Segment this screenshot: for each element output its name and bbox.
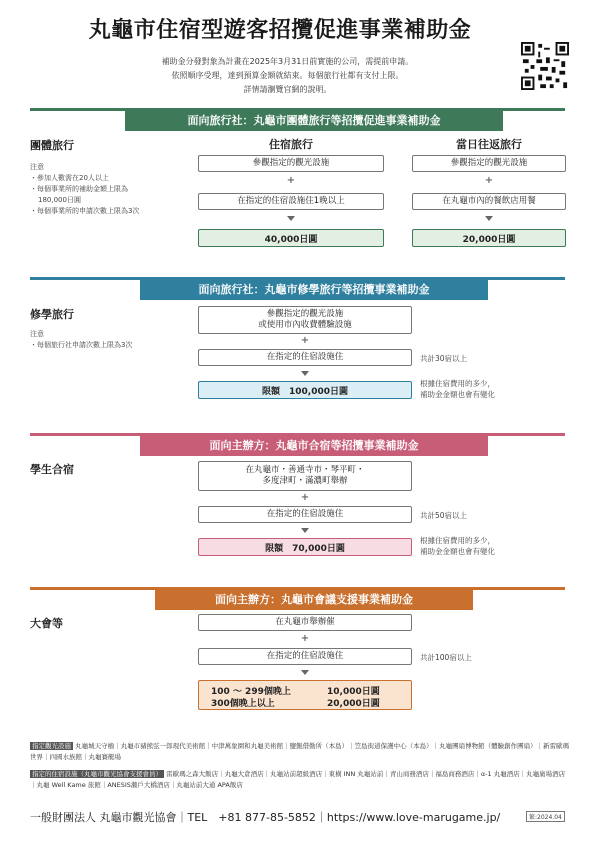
intro-line: 依照順序受理，達到預算金額就結束。每個旅行社都有支付上限。	[171, 71, 404, 80]
hotel-text: 雷歐瑪之森大飯店｜丸龜大倉酒店｜丸龜站前超級酒店｜東橫 INN 丸龜站前｜青山商務酒店｜福島商務酒店｜α-1 丸龜酒店｜丸龜廣場酒店｜丸龜 Well Kame 旅館｜ANESIS瀨戶大橋酒店｜丸龜站前大通 APA飯店	[30, 770, 566, 789]
facility-chip: 指定觀光設施	[32, 742, 71, 750]
night-requirement: 共計30宿以上	[420, 354, 468, 363]
page-title: 丸龜市住宿型遊客招攬促進事業補助金	[88, 18, 472, 43]
night-requirement: 共計50宿以上	[420, 511, 468, 520]
amount-note-line: 根據住宿費用的多少，	[420, 379, 495, 388]
plus-sign: +	[300, 335, 310, 346]
col-head-daytrip: 當日往返旅行	[456, 138, 522, 151]
down-arrow-icon	[301, 371, 309, 376]
intro-text	[90, 55, 485, 97]
section3-banner	[30, 433, 565, 456]
condition-box: 參觀指定的觀光設施	[412, 155, 566, 172]
hotel-list	[30, 769, 570, 791]
plus-sign: +	[300, 633, 310, 644]
condition-box: 參觀指定的觀光設施	[198, 155, 384, 172]
condition-box: 在指定的住宿設施住	[198, 506, 412, 523]
subsidy-amount: 20,000日圓	[412, 229, 566, 247]
amount-note	[420, 378, 495, 400]
contact-footer: 一般財團法人 丸龜市觀光協會｜TEL +81 877-85-5852｜https://www.love-marugame.jp/	[30, 811, 501, 824]
section2-label: 修學旅行	[30, 308, 74, 321]
plus-sign: +	[286, 175, 296, 186]
tier-amount: 20,000日圓	[327, 699, 380, 709]
amount-note-line: 補助金金額也會有變化	[420, 547, 495, 556]
facility-list	[30, 741, 570, 763]
condition-line: 多度津町・滿濃町舉辦	[262, 476, 348, 486]
note-item: ・每個旅行社申請次數上限為3次	[30, 341, 133, 349]
amount-note-line: 根據住宿費用的多少，	[420, 536, 495, 545]
subsidy-limit: 限額 70,000日圓	[198, 538, 412, 556]
amount-note-line: 補助金金額也會有變化	[420, 390, 495, 399]
section3-banner-title: 面向主辦方：丸龜市合宿等招攬事業補助金	[140, 436, 488, 456]
facility-text: 丸龜城天守櫓｜丸龜市豬熊弦一郎現代美術館｜中津萬象園和丸龜美術館｜鹽飽借勤所（本島）｜笠島街道保護中心（本島）｜丸龜團扇博物館（體驗創作團扇）｜新雷歐瑪世界｜四國水族館｜丸龜賽艇場	[30, 742, 570, 761]
plus-sign: +	[484, 175, 494, 186]
condition-box: 在丸龜市內的餐飲店用餐	[412, 193, 566, 210]
section4-banner-title: 面向主辦方：丸龜市會議支援事業補助金	[155, 590, 473, 610]
section1-banner	[30, 108, 565, 131]
intro-line: 補助金分發對象為計畫在2025年3月31日前實施的公司，需提前申請。	[161, 57, 414, 66]
condition-box	[198, 306, 412, 334]
hotel-chip: 指定的住宿設施（丸龜市觀光協會支援會員）	[32, 770, 162, 778]
section1-banner-title: 面向旅行社：丸龜市團體旅行等招攬促進事業補助金	[125, 111, 503, 131]
section2-notes	[30, 329, 190, 351]
condition-box	[198, 461, 412, 491]
tier-amount: 10,000日圓	[327, 687, 380, 697]
note-item: ・每個事業所的申請次數上限為3次	[30, 207, 140, 215]
amount-note	[420, 535, 495, 557]
note-title: 注意	[30, 163, 44, 171]
section4-label: 大會等	[30, 617, 63, 630]
subsidy-amount: 40,000日圓	[198, 229, 384, 247]
col-head-stay: 住宿旅行	[269, 138, 313, 151]
version-code: 繁:2024.04	[526, 811, 565, 822]
night-requirement: 共計100宿以上	[420, 653, 472, 662]
note-item: ・參加人數需在20人以上	[30, 174, 109, 182]
note-item: 180,000日圓	[38, 196, 81, 204]
note-item: ・每個事業所的補助金額上限為	[30, 185, 128, 193]
nights-tier: 300個晚上以上	[211, 699, 275, 709]
nights-tier: 100 ～ 299個晚上	[211, 687, 291, 697]
qr-code-icon[interactable]	[521, 42, 569, 90]
down-arrow-icon	[485, 216, 493, 221]
down-arrow-icon	[301, 528, 309, 533]
condition-line: 參觀指定的觀光設施	[266, 309, 344, 319]
section2-banner	[30, 277, 565, 300]
down-arrow-icon	[287, 216, 295, 221]
section1-label: 團體旅行	[30, 139, 74, 152]
subsidy-limit: 限額 100,000日圓	[198, 381, 412, 399]
condition-box: 在指定的住宿設施住1晚以上	[198, 193, 384, 210]
condition-box: 在指定的住宿設施住	[198, 648, 412, 665]
condition-box: 在丸龜市舉辦催	[198, 614, 412, 631]
condition-line: 在丸龜市・善通寺市・琴平町・	[245, 465, 365, 475]
condition-box: 在指定的住宿設施住	[198, 349, 412, 366]
down-arrow-icon	[301, 670, 309, 675]
subsidy-table	[198, 680, 412, 710]
section2-banner-title: 面向旅行社：丸龜市修學旅行等招攬事業補助金	[140, 280, 488, 300]
section3-label: 學生合宿	[30, 463, 74, 476]
plus-sign: +	[300, 492, 310, 503]
condition-line: 或使用市內收費體驗設施	[258, 320, 352, 330]
intro-line: 詳情請瀏覽官網的說明。	[243, 85, 332, 94]
section1-notes	[30, 162, 190, 217]
section4-banner	[30, 587, 565, 610]
note-title: 注意	[30, 330, 44, 338]
